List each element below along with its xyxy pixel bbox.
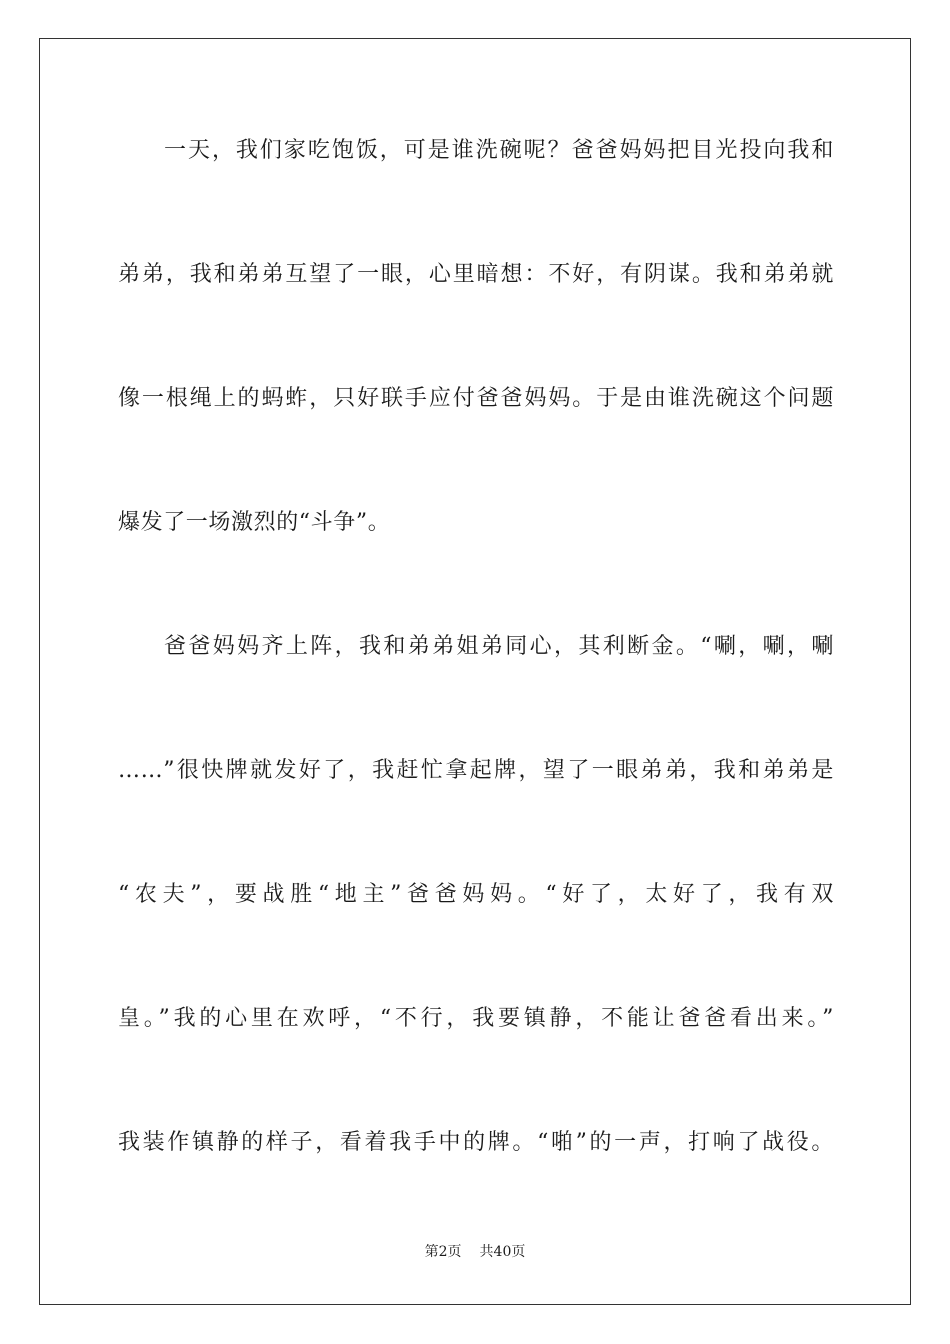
paragraph-line: 爆发了一场激烈的“斗争”。 <box>118 510 391 535</box>
page-border <box>39 38 911 1305</box>
page-number: 第2页 <box>424 1244 462 1260</box>
paragraph-line: 像一根绳上的蚂蚱，只好联手应付爸爸妈妈。于是由谁洗碗这个问题 <box>118 386 834 411</box>
paragraph-line: ……”很快牌就发好了，我赶忙拿起牌，望了一眼弟弟，我和弟弟是 <box>118 758 834 783</box>
paragraph-line: 弟弟，我和弟弟互望了一眼，心里暗想：不好，有阴谋。我和弟弟就 <box>118 262 834 287</box>
page-footer <box>0 1243 950 1261</box>
paragraph-line: 我装作镇静的样子，看着我手中的牌。“啪”的一声，打响了战役。 <box>118 1130 834 1155</box>
paragraph-line: “农夫”，要战胜“地主”爸爸妈妈。“好了，太好了，我有双 <box>118 882 834 907</box>
paragraph-line: 爸爸妈妈齐上阵，我和弟弟姐弟同心，其利断金。“唰，唰，唰 <box>164 634 834 659</box>
paragraph-line: 皇。”我的心里在欢呼，“不行，我要镇静，不能让爸爸看出来。” <box>118 1006 834 1031</box>
paragraph-line: 一天，我们家吃饱饭，可是谁洗碗呢？爸爸妈妈把目光投向我和 <box>164 138 834 163</box>
page-total: 共40页 <box>479 1244 526 1260</box>
